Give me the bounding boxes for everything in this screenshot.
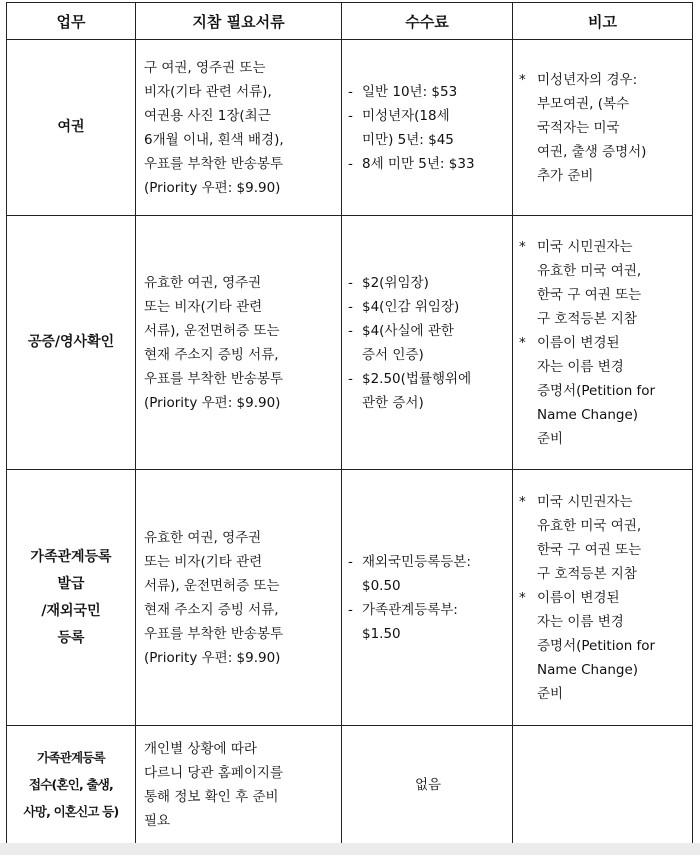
note-line: 이름이 변경된 (537, 589, 620, 606)
task-line: 발급 (57, 575, 85, 592)
note-line: 부모여권, (복수 (537, 95, 630, 112)
table-row (7, 726, 693, 844)
header-task: 업무 (7, 3, 136, 40)
notes-cell-empty (513, 726, 693, 844)
task-line: 공증/영사확인 (27, 334, 115, 350)
docs-line: 서류), 운전면허증 또는 (144, 322, 280, 339)
fee-item (348, 295, 508, 319)
task-cell (7, 40, 136, 216)
note-line: 준비 (537, 430, 564, 447)
task-cell (7, 216, 136, 470)
note-line: 한국 구 여권 또는 (537, 541, 642, 558)
table-row (7, 216, 693, 470)
fee-line: $2.50(법률행위에 (362, 370, 472, 387)
fee-line: 미만) 5년: $45 (362, 131, 454, 148)
docs-line: 우표를 부착한 반송봉투 (144, 370, 283, 387)
note-line: 한국 구 여권 또는 (537, 286, 642, 303)
fee-line: $1.50 (362, 625, 401, 642)
docs-line: 6개월 이내, 흰색 배경), (144, 131, 284, 148)
note-item (519, 586, 688, 706)
header-row (7, 3, 693, 40)
docs-line: 비자(기타 관련 서류), (144, 83, 272, 100)
docs-line: (Priority 우편: $9.90) (144, 179, 281, 196)
note-line: 자는 이름 변경 (537, 613, 624, 630)
note-line: 준비 (537, 685, 564, 702)
bottom-strip (0, 843, 700, 855)
note-item (519, 235, 688, 331)
header-fees: 수수료 (342, 3, 513, 40)
note-line: 미국 시민권자는 (537, 493, 633, 510)
note-line: 자는 이름 변경 (537, 358, 624, 375)
note-asterisk: * (519, 71, 526, 88)
fee-line: 가족관계등록부: (362, 601, 458, 618)
fee-line: $4(인감 위임장) (362, 298, 460, 315)
task-line: 가족관계등록 (30, 548, 112, 565)
fees-cell (342, 470, 513, 726)
fee-item (348, 271, 508, 295)
fee-dash: - (348, 155, 353, 172)
note-line: 미국 시민권자는 (537, 238, 633, 255)
note-line: 여권, 출생 증명서) (537, 143, 647, 160)
notes-cell (513, 216, 693, 470)
task-line: 여권 (57, 119, 85, 135)
fee-line: 재외국민등록등본: (362, 553, 471, 570)
docs-line: 개인별 상황에 따라 (144, 740, 257, 757)
fee-line: 8세 미만 5년: $33 (362, 155, 475, 172)
docs-line: 유효한 여권, 영주권 (144, 529, 262, 546)
fee-dash: - (348, 298, 353, 315)
note-line: 유효한 미국 여권, (537, 262, 642, 279)
task-line: 사망, 이혼신고 등) (23, 804, 119, 819)
note-item (519, 331, 688, 451)
docs-cell (136, 216, 342, 470)
task-cell (7, 726, 136, 844)
fee-line: $4(사실에 관한 (362, 322, 454, 339)
fee-item (348, 550, 508, 598)
fee-dash: - (348, 553, 353, 570)
header-docs: 지참 필요서류 (136, 3, 342, 40)
fee-item (348, 598, 508, 646)
note-line: Name Change) (537, 406, 639, 423)
fee-dash: - (348, 601, 353, 618)
fee-line: $2(위임장) (362, 274, 429, 291)
fee-line: 관한 증서) (362, 394, 424, 411)
fee-item (348, 104, 508, 152)
note-asterisk: * (519, 493, 526, 510)
fee-dash: - (348, 322, 353, 339)
docs-line: 우표를 부착한 반송봉투 (144, 625, 283, 642)
note-line: 구 호적등본 지참 (537, 310, 637, 327)
fees-cell (342, 40, 513, 216)
task-line: 등록 (57, 629, 85, 646)
note-line: 유효한 미국 여권, (537, 517, 642, 534)
table-row (7, 470, 693, 726)
note-asterisk: * (519, 589, 526, 606)
docs-line: 통해 정보 확인 후 준비 (144, 788, 279, 805)
fee-item (348, 152, 508, 176)
header-notes: 비고 (513, 3, 693, 40)
fee-line: 증서 인증) (362, 346, 424, 363)
note-line: 구 호적등본 지참 (537, 565, 637, 582)
note-line: 이름이 변경된 (537, 334, 620, 351)
docs-line: (Priority 우편: $9.90) (144, 649, 281, 666)
docs-cell (136, 726, 342, 844)
fee-dash: - (348, 370, 353, 387)
note-item (519, 490, 688, 586)
table-row (7, 40, 693, 216)
docs-line: 우표를 부착한 반송봉투 (144, 155, 283, 172)
fee-dash: - (348, 83, 353, 100)
docs-cell (136, 470, 342, 726)
fee-item (348, 80, 508, 104)
note-asterisk: * (519, 238, 526, 255)
docs-line: 또는 비자(기타 관련 (144, 553, 263, 570)
fee-item (348, 319, 508, 367)
task-line: 접수(혼인, 출생, (28, 777, 113, 792)
note-line: Name Change) (537, 661, 639, 678)
fee-line: 미성년자(18세 (362, 107, 450, 124)
docs-line: 서류), 운전면허증 또는 (144, 577, 280, 594)
task-line: 가족관계등록 (37, 750, 105, 765)
note-line: 증명서(Petition for (537, 382, 656, 399)
fee-dash: - (348, 274, 353, 291)
docs-line: (Priority 우편: $9.90) (144, 394, 281, 411)
docs-line: 유효한 여권, 영주권 (144, 274, 262, 291)
fees-cell (342, 216, 513, 470)
fee-dash: - (348, 107, 353, 124)
task-cell (7, 470, 136, 726)
note-line: 추가 준비 (537, 167, 594, 184)
docs-line: 현재 주소지 증빙 서류, (144, 601, 279, 618)
fees-cell: 없음 (342, 726, 513, 844)
note-line: 증명서(Petition for (537, 637, 656, 654)
docs-line: 다르니 당관 홈페이지를 (144, 764, 283, 781)
docs-line: 필요 (144, 812, 171, 829)
task-line: /재외국민 (41, 602, 101, 619)
fee-line: 일반 10년: $53 (362, 83, 458, 100)
docs-line: 구 여권, 영주권 또는 (144, 59, 266, 76)
fee-line: $0.50 (362, 577, 401, 594)
docs-line: 또는 비자(기타 관련 (144, 298, 263, 315)
requirements-table (6, 2, 693, 844)
docs-line: 여권용 사진 1장(최근 (144, 107, 271, 124)
note-item (519, 68, 688, 188)
fee-item (348, 367, 508, 415)
docs-cell (136, 40, 342, 216)
note-line: 국적자는 미국 (537, 119, 620, 136)
note-line: 미성년자의 경우: (537, 71, 638, 88)
docs-line: 현재 주소지 증빙 서류, (144, 346, 279, 363)
notes-cell (513, 470, 693, 726)
notes-cell (513, 40, 693, 216)
note-asterisk: * (519, 334, 526, 351)
